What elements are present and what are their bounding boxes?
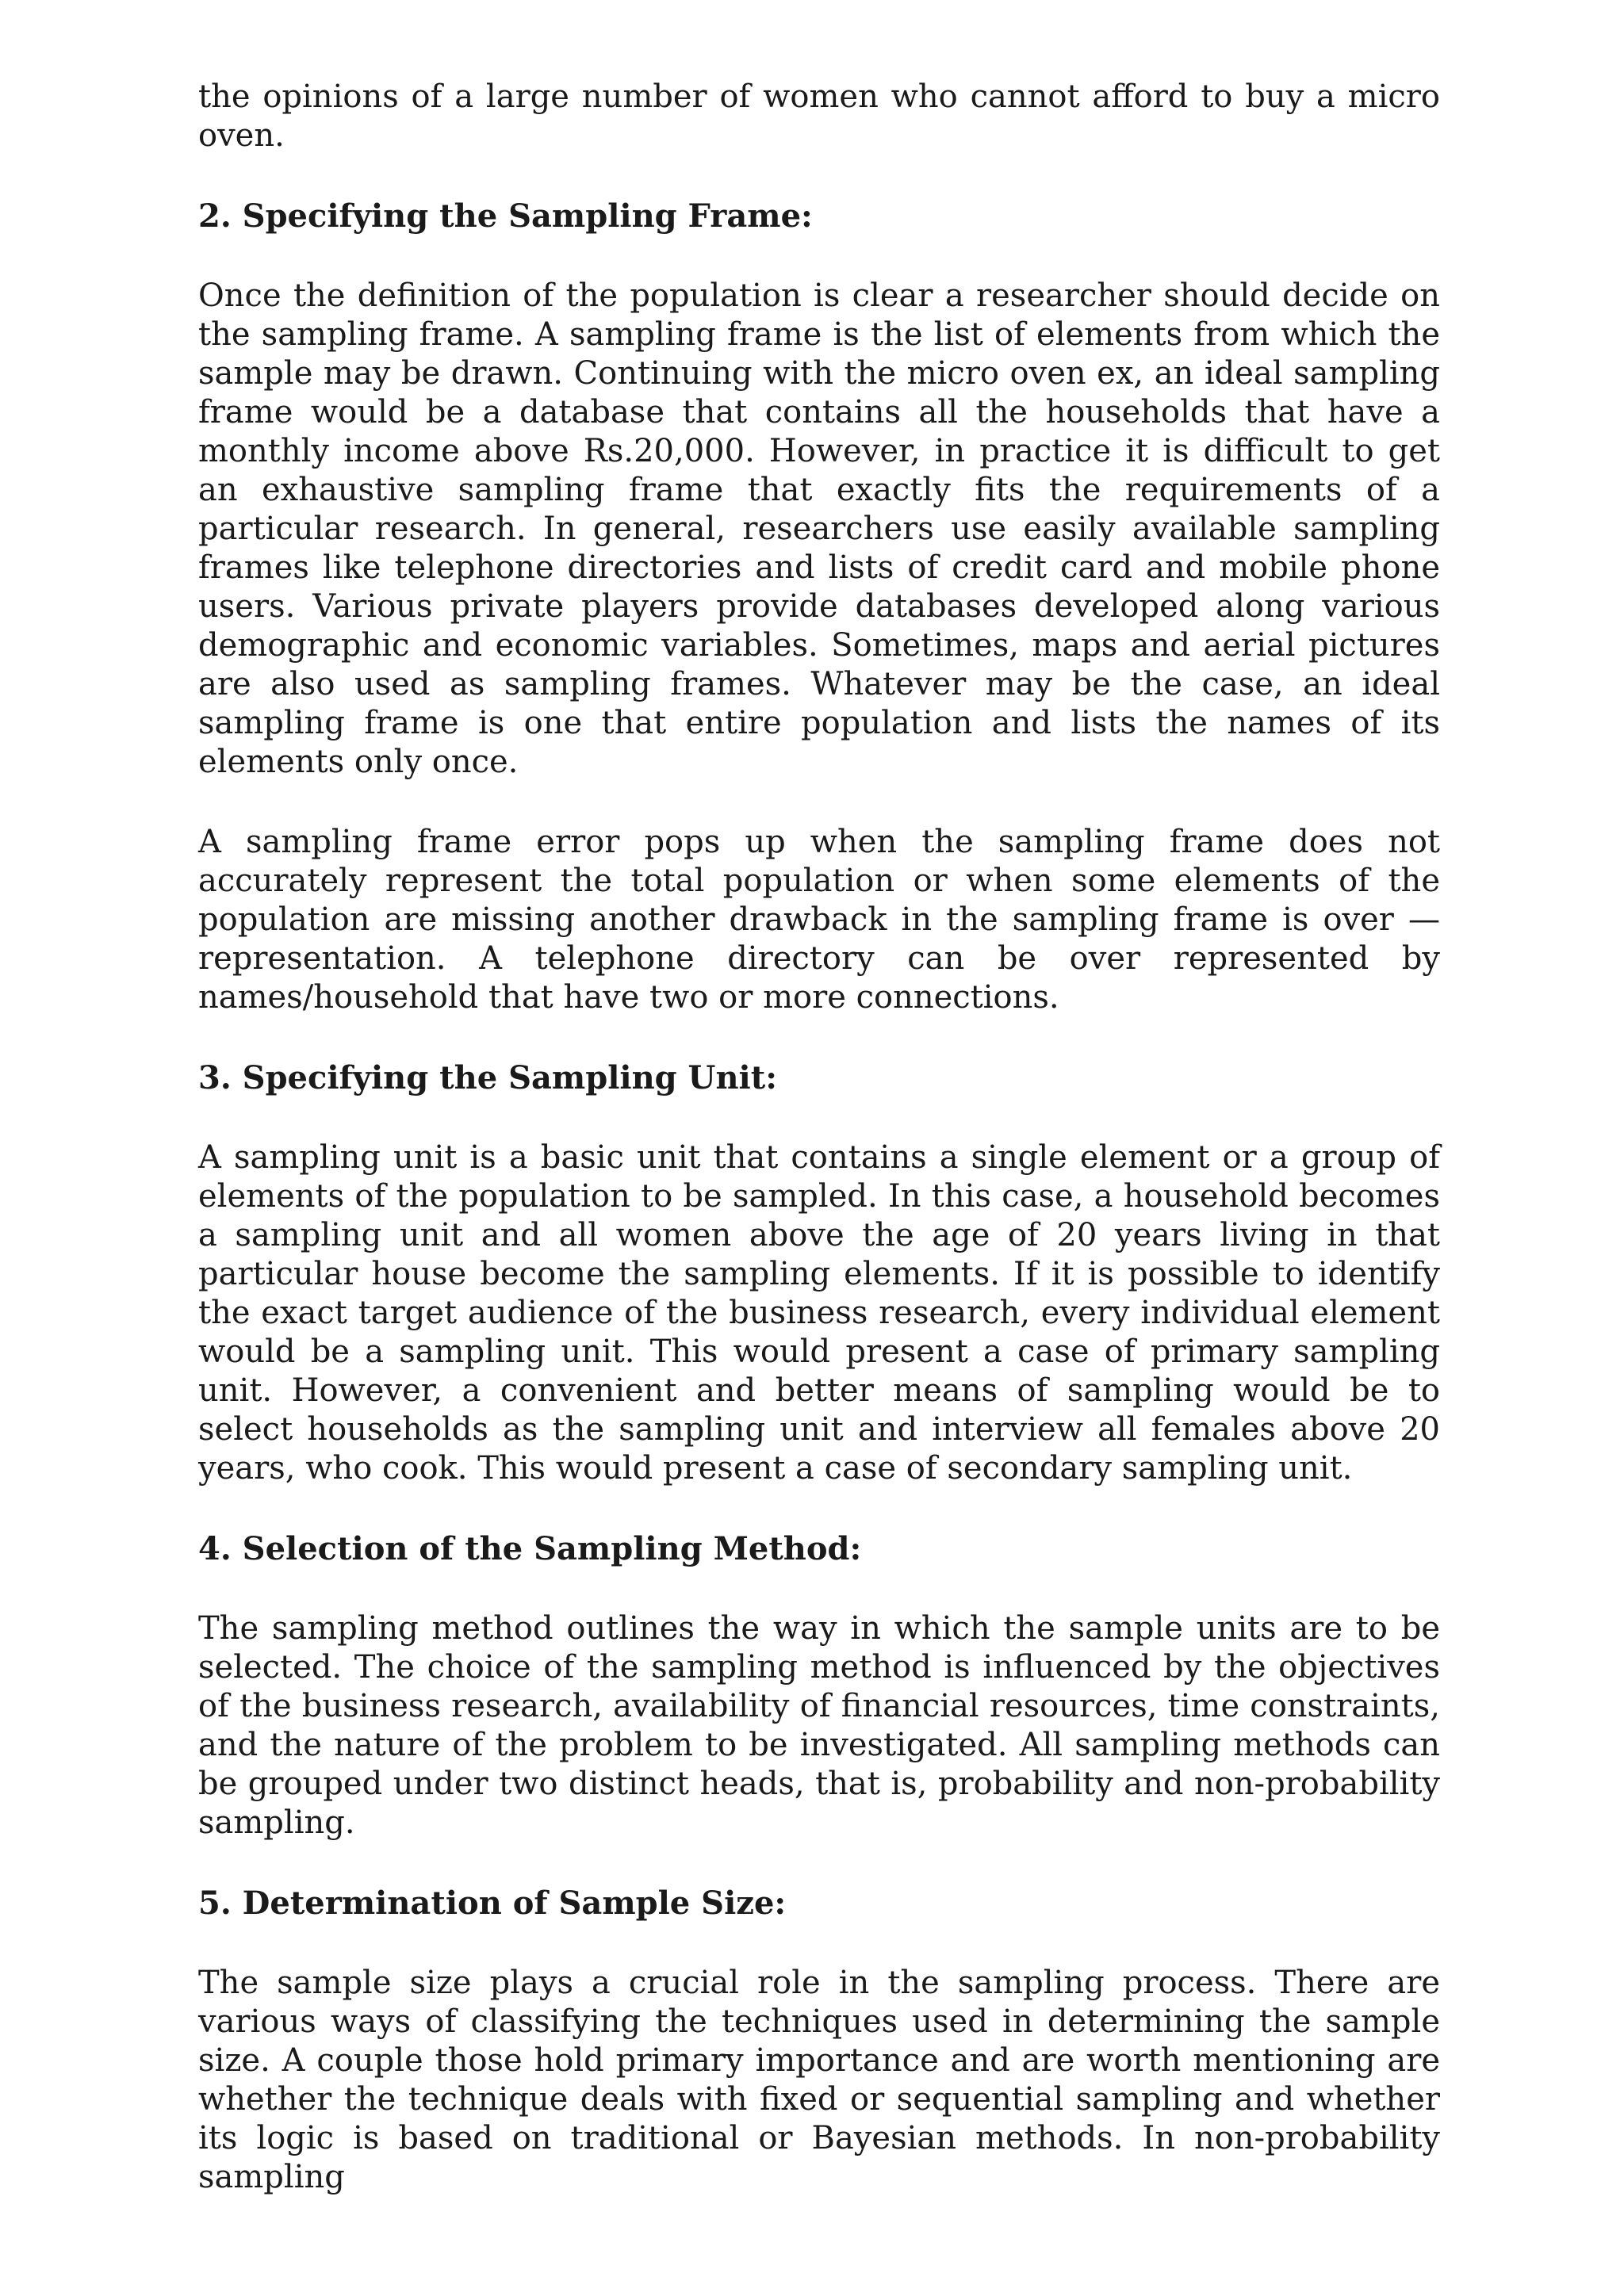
paragraph-sampling-frame-error: A sampling frame error pops up when the sampling frame does not accurately represent the total population or when some elements of the population are missing another drawback in the sampling frame is over —representation. A telephone directory can be over represented by names/household that have two or more connections. xyxy=(198,824,1440,1016)
heading-selection-sampling-method: 4. Selection of the Sampling Method: xyxy=(198,1530,862,1567)
heading-specifying-sampling-frame: 2. Specifying the Sampling Frame: xyxy=(198,197,813,235)
paragraph-sampling-method: The sampling method outlines the way in which the sample units are to be selected. The choice of the sampling method is influenced by the objectives of the business research, availability of financial resources, time constraints, and the nature of the problem to be investigated. All sampling methods can be grouped under two distinct heads, that is, probability and non-probability sampling. xyxy=(198,1610,1440,1841)
paragraph-sample-size: The sample size plays a crucial role in the sampling process. There are various ways of classifying the techniques used in determining the sample size. A couple those hold primary importance and are worth mentioning are whether the technique deals with fixed or sequential sampling and whether its logic is based on traditional or Bayesian methods. In non-probability sampling xyxy=(198,1965,1440,2195)
paragraph-sampling-frame-definition: Once the definition of the population is clear a researcher should decide on the sampling frame. A sampling frame is the list of elements from which the sample may be drawn. Continuing with the micro oven ex, an ideal sampling frame would be a database that contains all the households that have a monthly income above Rs.20,000. However, in practice it is difficult to get an exhaustive sampling frame that exactly fits the requirements of a particular research. In general, researchers use easily available sampling frames like telephone directories and lists of credit card and mobile phone users. Various private players provide databases developed along various demographic and economic variables. Sometimes, maps and aerial pictures are also used as sampling frames. Whatever may be the case, an ideal sampling frame is one that entire population and lists the names of its elements only once. xyxy=(198,277,1440,780)
paragraph-sampling-unit: A sampling unit is a basic unit that contains a single element or a group of elements of the population to be sampled. In this case, a household becomes a sampling unit and all women above the age of 20 years living in that particular house become the sampling elements. If it is possible to identify the exact target audience of the business research, every individual element would be a sampling unit. This would present a case of primary sampling unit. However, a convenient and better means of sampling would be to select households as the sampling unit and interview all females above 20 years, who cook. This would present a case of secondary sampling unit. xyxy=(198,1139,1440,1487)
heading-determination-sample-size: 5. Determination of Sample Size: xyxy=(198,1885,787,1922)
paragraph-intro-continuation: the opinions of a large number of women who cannot afford to buy a micro oven. xyxy=(198,78,1440,154)
heading-specifying-sampling-unit: 3. Specifying the Sampling Unit: xyxy=(198,1059,777,1096)
document-page xyxy=(198,78,1440,2238)
